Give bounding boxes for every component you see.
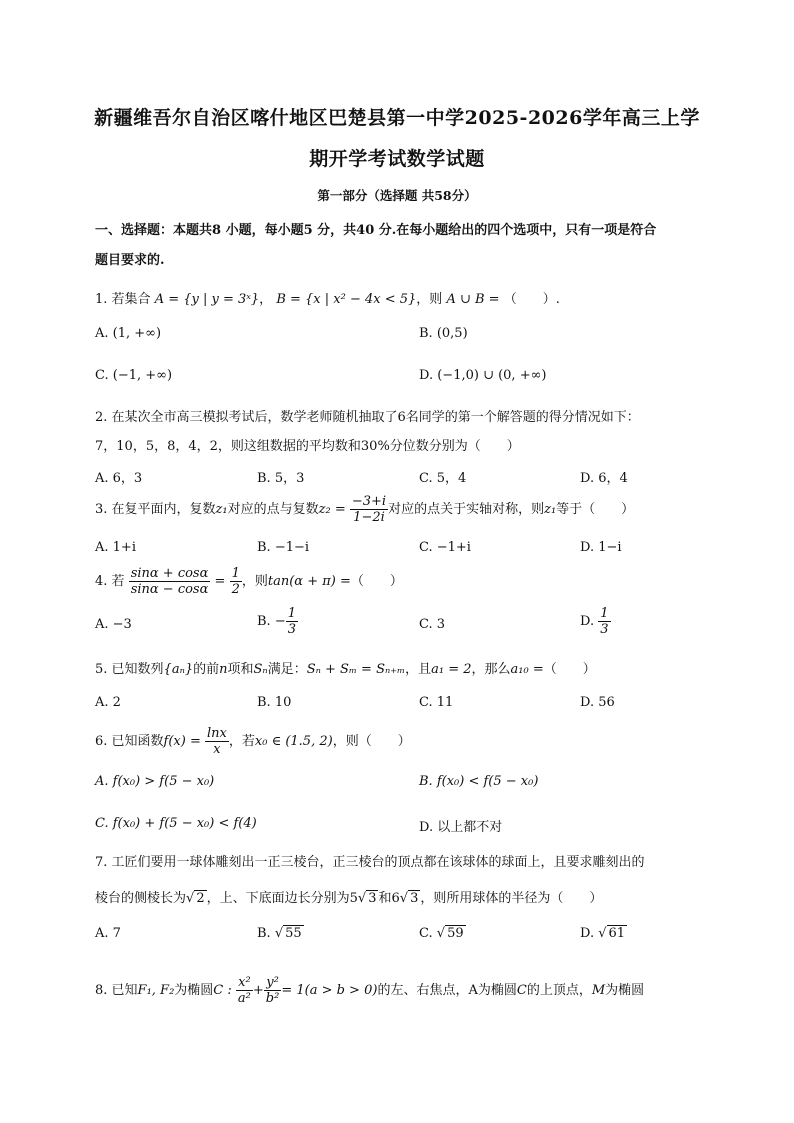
question-5-stem: 5. 已知数列{aₙ}的前n项和Sₙ满足：Sₙ + Sₘ = Sₙ₊ₘ，且a₁ = 2，那么a₁₀ =（ ） (95, 662, 596, 677)
question-7-stem-line1: 7. 工匠们要用一球体雕刻出一正三棱台，正三棱台的顶点都在该球体的球面上，且要求雕刻出的 (95, 855, 645, 870)
q3-option-c: C. −1+i (419, 540, 471, 555)
q3-fraction: $\frac{-3+i}{1-2i}$ (351, 494, 387, 525)
q2-option-c: C. 5，4 (419, 471, 467, 486)
q8-y-fraction: $\frac{\text{y²}}{\text{b²}}$ (265, 975, 280, 1006)
question-7-stem-line2: 棱台的侧棱长为√ 2 ，上、下底面边长分别为5√ 3 和6√ 3 ，则所用球体的半径为（ ） (95, 891, 603, 906)
q4-trig-fraction: $\frac{\sin\alpha + \cos\alpha}{\sin\alpha - \cos\alpha}$ (130, 566, 209, 597)
question-4-stem: 4. 若 $\frac{\sin\alpha + \cos\alpha}{\sin\alpha - \cos\alpha}$ = $\frac{1}{2}$ ，则tan(α + π) =（ ） (95, 566, 403, 597)
q6-option-a: A. f(x₀) > f(5 − x₀) (95, 774, 215, 789)
question-8-stem: 8. 已知F₁, F₂为椭圆C : $\frac{\text{x²}}{\text{a²}}$ + $\frac{\text{y²}}{\text{b²}}$ = 1(a > b > 0)的左、右焦点，A为椭圆C的上顶点，M为椭圆 (95, 975, 645, 1006)
q7-option-c: C. √ 59 (419, 926, 464, 941)
q3-option-d: D. 1−i (580, 540, 622, 555)
exam-title-line1: 新疆维吾尔自治区喀什地区巴楚县第一中学2025-2026学年高三上学 (94, 107, 700, 129)
q4-half-fraction: $\frac{1}{2}$ (231, 566, 240, 597)
q7-option-d: D. √ 61 (580, 926, 626, 941)
part-heading: 第一部分（选择题 共58分） (317, 188, 477, 203)
q1-option-c: C. (−1, +∞) (95, 368, 173, 383)
q3-option-a: A. 1+i (95, 540, 136, 555)
q8-x-fraction: $\frac{\text{x²}}{\text{a²}}$ (237, 975, 251, 1006)
q6-option-d: D. 以上都不对 (419, 820, 503, 835)
question-1-stem: 1. 若集合 A = {y | y = 3ˣ}， B = {x | x² − 4x < 5}，则 A ∪ B = （ ）. (95, 292, 560, 307)
question-6-stem: 6. 已知函数f(x) = $\frac{\ln x}{x}$ ，若x₀ ∈ (1.5, 2)，则（ ） (95, 726, 411, 757)
q7-option-b: B. √ 55 (257, 926, 302, 941)
q2-option-d: D. 6，4 (580, 471, 628, 486)
section-instruction-line1: 一、选择题：本题共8 小题，每小题5 分，共40 分.在每小题给出的四个选项中，只有一项是符合 (95, 223, 657, 238)
q1-option-b: B. (0,5) (419, 326, 468, 341)
q1-option-a: A. (1, +∞) (95, 326, 162, 341)
question-2-stem-line2: 7，10，5，8，4，2，则这组数据的平均数和30%分位数分别为（ ） (95, 439, 520, 454)
q1-option-d: D. (−1,0) ∪ (0, +∞) (419, 368, 547, 383)
question-3-stem: 3. 在复平面内，复数z₁对应的点与复数z₂ = $\frac{-3+i}{1-2i}$ 对应的点关于实轴对称，则z₁等于（ ） (95, 494, 635, 525)
exam-title-line2: 期开学考试数学试题 (309, 148, 485, 170)
q6-option-b: B. f(x₀) < f(5 − x₀) (419, 774, 539, 789)
q5-option-a: A. 2 (95, 695, 121, 710)
q6-option-c: C. f(x₀) + f(5 − x₀) < f(4) (95, 816, 257, 831)
q4-option-c: C. 3 (419, 617, 446, 632)
q3-option-b: B. −1−i (257, 540, 310, 555)
question-2-stem-line1: 2. 在某次全市高三模拟考试后，数学老师随机抽取了6名同学的第一个解答题的得分情况如下： (95, 410, 640, 425)
q6-fraction: $\frac{\ln x}{x}$ (207, 726, 227, 757)
q4-option-b: B. − $\frac{1}{3}$ (257, 606, 296, 637)
q4-option-a: A. −3 (95, 617, 132, 632)
q5-option-b: B. 10 (257, 695, 292, 710)
q5-option-d: D. 56 (580, 695, 615, 710)
q2-option-b: B. 5，3 (257, 471, 305, 486)
q5-option-c: C. 11 (419, 695, 454, 710)
q4-option-d: D. $\frac{1}{3}$ (580, 606, 609, 637)
section-instruction-line2: 题目要求的. (95, 253, 165, 268)
q2-option-a: A. 6，3 (95, 471, 143, 486)
q7-option-a: A. 7 (95, 926, 121, 941)
